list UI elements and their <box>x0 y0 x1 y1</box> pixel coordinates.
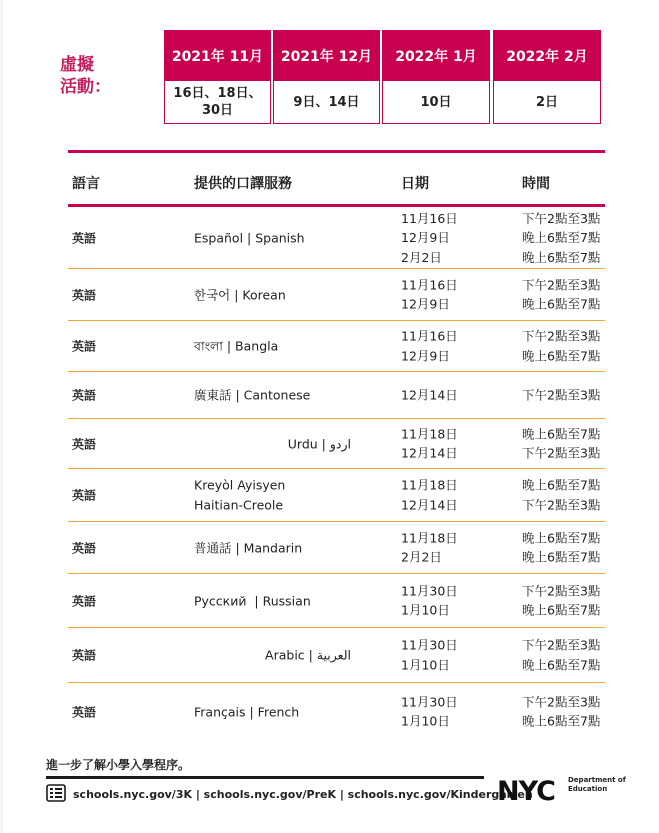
table-row <box>68 419 605 469</box>
date-line: 2月2日 <box>401 549 442 565</box>
event-days-label: 16日、18日、30日 <box>173 86 262 118</box>
table-row <box>68 683 605 740</box>
row-times <box>522 692 600 731</box>
time-line: 晚上6點至7點 <box>522 477 601 493</box>
row-times <box>522 528 600 567</box>
date-line: 11月18日 <box>401 530 458 545</box>
row-language: 英語 <box>72 541 97 555</box>
time-line: 晚上6點至7點 <box>522 657 601 672</box>
date-line: 11月16日 <box>401 210 458 226</box>
date-line: 12月9日 <box>401 229 450 245</box>
service-line: Haitian-Creole <box>194 497 284 512</box>
row-dates <box>401 327 458 366</box>
table-row <box>68 469 605 522</box>
table-row <box>68 522 605 574</box>
time-line: 晚上6點至7點 <box>522 348 601 363</box>
row-dates <box>401 385 458 405</box>
time-line: 晚上6點至7點 <box>522 602 601 618</box>
time-line: 晚上6點至7點 <box>522 426 601 441</box>
row-service <box>194 645 351 665</box>
row-service <box>194 591 311 611</box>
event-month-label: 2021年 12月 <box>274 31 379 81</box>
date-line: 12月14日 <box>401 445 458 461</box>
event-days-label: 9日、14日 <box>293 94 360 110</box>
header-language: 語言 <box>72 176 100 192</box>
event-days-label: 10日 <box>420 94 452 110</box>
time-line: 下午2點至3點 <box>522 445 601 461</box>
date-line: 1月10日 <box>401 602 450 618</box>
date-line: 11月16日 <box>401 328 458 344</box>
virtual-label-line-2: 活動： <box>60 77 111 97</box>
service-line: 한국어 | Korean <box>194 286 286 302</box>
date-line: 12月14日 <box>401 387 458 403</box>
row-dates <box>401 692 458 731</box>
row-service <box>194 538 302 558</box>
date-line: 12月9日 <box>401 296 450 312</box>
row-dates <box>401 581 458 620</box>
virtual-label-line-1: 虛擬 <box>60 55 94 75</box>
row-language: 英語 <box>72 488 97 503</box>
row-times <box>522 327 600 366</box>
date-line: 11月18日 <box>401 426 458 441</box>
row-dates <box>401 636 458 675</box>
row-language: 英語 <box>72 388 97 403</box>
row-times <box>522 476 600 515</box>
table-row <box>68 372 605 419</box>
event-days-label: 2日 <box>535 94 559 110</box>
row-language: 英語 <box>72 437 97 451</box>
row-service <box>194 228 305 248</box>
time-line: 下午2點至3點 <box>522 210 601 226</box>
service-line: Kreyòl Ayisyen <box>194 477 286 493</box>
time-line: 晚上6點至7點 <box>522 530 601 545</box>
row-dates <box>401 208 458 267</box>
time-line: 下午2點至3點 <box>522 694 601 709</box>
service-line: বাংলা | Bangla <box>194 338 279 354</box>
service-line: 普通話 | Mandarin <box>194 539 303 555</box>
time-line: 晚上6點至7點 <box>522 229 601 245</box>
table-row <box>68 628 605 683</box>
date-line: 1月10日 <box>401 657 450 672</box>
row-service <box>194 385 310 405</box>
page-edge <box>0 0 3 833</box>
row-dates <box>401 528 458 567</box>
row-times <box>522 208 600 267</box>
table-row <box>68 207 605 269</box>
virtual-events-label <box>60 54 120 98</box>
event-month-box <box>273 30 380 124</box>
row-times <box>522 385 600 405</box>
footer-rule <box>46 776 484 779</box>
time-line: 下午2點至3點 <box>522 583 601 598</box>
row-language: 英語 <box>72 705 97 719</box>
header-time: 時間 <box>522 176 550 192</box>
row-service <box>194 336 278 356</box>
row-times <box>522 581 600 620</box>
table-row <box>68 269 605 321</box>
row-dates <box>401 424 458 463</box>
date-line: 12月14日 <box>401 497 458 512</box>
interpretation-schedule-table <box>68 150 605 740</box>
header-date: 日期 <box>401 176 429 192</box>
row-service <box>194 285 286 305</box>
row-dates <box>401 476 458 515</box>
row-times <box>522 275 600 314</box>
event-month-label: 2022年 1月 <box>383 31 489 81</box>
row-language: 英語 <box>72 594 97 608</box>
date-line: 11月16日 <box>401 277 458 292</box>
school-links[interactable]: schools.nyc.gov/3K | schools.nyc.gov/PreK | schools.nyc.gov/Kindergarten <box>73 788 533 801</box>
date-line: 1月10日 <box>401 713 450 729</box>
event-month-box <box>164 30 271 124</box>
service-line: Русский | Russian <box>194 592 311 608</box>
nyc-logo-text: NYC <box>497 776 556 804</box>
date-line: 11月18日 <box>401 477 458 493</box>
time-line: 晚上6點至7點 <box>522 296 601 312</box>
event-month-label: 2021年 11月 <box>165 31 270 81</box>
event-month-box <box>382 30 490 124</box>
date-line: 11月30日 <box>401 694 458 709</box>
header-service: 提供的口譯服務 <box>194 176 292 192</box>
footer-title: 進一步了解小學入學程序。 <box>46 758 191 772</box>
table-row <box>68 574 605 628</box>
nyc-logo <box>497 776 565 808</box>
time-line: 下午2點至3點 <box>522 328 601 344</box>
time-line: 下午2點至3點 <box>522 277 601 292</box>
service-line: Arabic | العربية <box>265 647 351 663</box>
event-month-label: 2022年 2月 <box>494 31 600 81</box>
time-line: 下午2點至3點 <box>522 637 601 653</box>
row-service <box>194 434 351 454</box>
dept-line-2: Education <box>568 785 608 793</box>
row-language: 英語 <box>72 288 97 302</box>
row-service <box>194 702 299 722</box>
service-line: Español | Spanish <box>194 229 305 245</box>
service-line: 廣東話 | Cantonese <box>194 387 311 403</box>
row-service <box>194 476 285 515</box>
service-line: Français | French <box>194 703 300 719</box>
date-line: 11月30日 <box>401 637 458 653</box>
date-line: 2月2日 <box>401 249 442 265</box>
time-line: 晚上6點至7點 <box>522 249 601 265</box>
date-line: 12月9日 <box>401 348 450 363</box>
event-month-box <box>493 30 601 124</box>
table-row <box>68 321 605 372</box>
service-line: Urdu | اردو <box>287 435 351 451</box>
computer-icon <box>46 784 66 805</box>
table-header-row <box>68 153 605 204</box>
time-line: 晚上6點至7點 <box>522 713 601 729</box>
row-times <box>522 424 600 463</box>
footer-links <box>46 784 533 805</box>
time-line: 晚上6點至7點 <box>522 549 601 565</box>
dept-line-1: Department of <box>568 776 626 784</box>
row-language: 英語 <box>72 648 97 663</box>
time-line: 下午2點至3點 <box>522 497 601 512</box>
row-dates <box>401 275 458 314</box>
time-line: 下午2點至3點 <box>522 387 601 403</box>
date-line: 11月30日 <box>401 583 458 598</box>
department-of-education-label <box>568 776 626 794</box>
row-language: 英語 <box>72 339 97 354</box>
row-times <box>522 636 600 675</box>
row-language: 英語 <box>72 231 97 245</box>
